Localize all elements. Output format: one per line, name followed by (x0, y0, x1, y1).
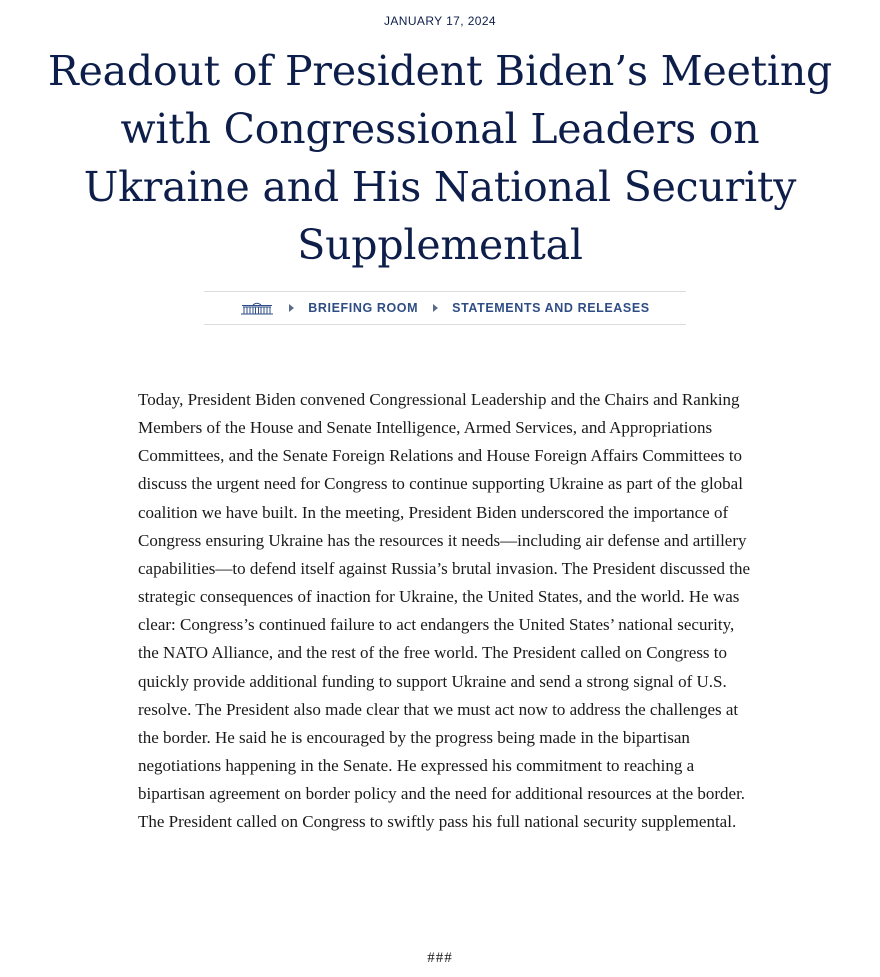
white-house-icon[interactable] (240, 301, 274, 315)
article-body: Today, President Biden convened Congressional Leadership and the Chairs and Ranking Members of the House and Senate Intelligence, Armed Services, and Appropriations Committees, and the Senate Foreign Relations and House Foreign Affairs Committees to discuss the urgent need for Congress to continue supporting Ukraine as part of the global coalition we have built. In the meeting, President Biden underscored the importance of Congress ensuring Ukraine has the resources it needs—including air defense and artillery capabilities—to defend itself against Russia’s brutal invasion. The President discussed the strategic consequences of inaction for Ukraine, the United States, and the world. He was clear: Congress’s continued failure to act endangers the United States’ national security, the NATO Alliance, and the rest of the free world. The President called on Congress to quickly provide additional funding to support Ukraine and send a strong signal of U.S. resolve. The President also made clear that we must act now to address the challenges at the border. He said he is encouraged by the progress being made in the bipartisan negotiations happening in the Senate. He expressed his commitment to reaching a bipartisan agreement on border policy and the need for additional resources at the border. The President called on Congress to swiftly pass his full national security supplemental. (138, 390, 751, 832)
chevron-right-icon (289, 304, 294, 312)
breadcrumb (204, 291, 686, 325)
article-date: JANUARY 17, 2024 (383, 14, 497, 28)
chevron-right-icon (433, 304, 438, 312)
breadcrumb-briefing-room[interactable]: BRIEFING ROOM (308, 301, 419, 315)
article-title: Readout of President Biden’s Meeting with Congressional Leaders on Ukraine and His National Security Supplemental (47, 47, 833, 269)
end-mark: ### (427, 950, 453, 966)
breadcrumb-statements-and-releases[interactable]: STATEMENTS AND RELEASES (452, 301, 650, 315)
